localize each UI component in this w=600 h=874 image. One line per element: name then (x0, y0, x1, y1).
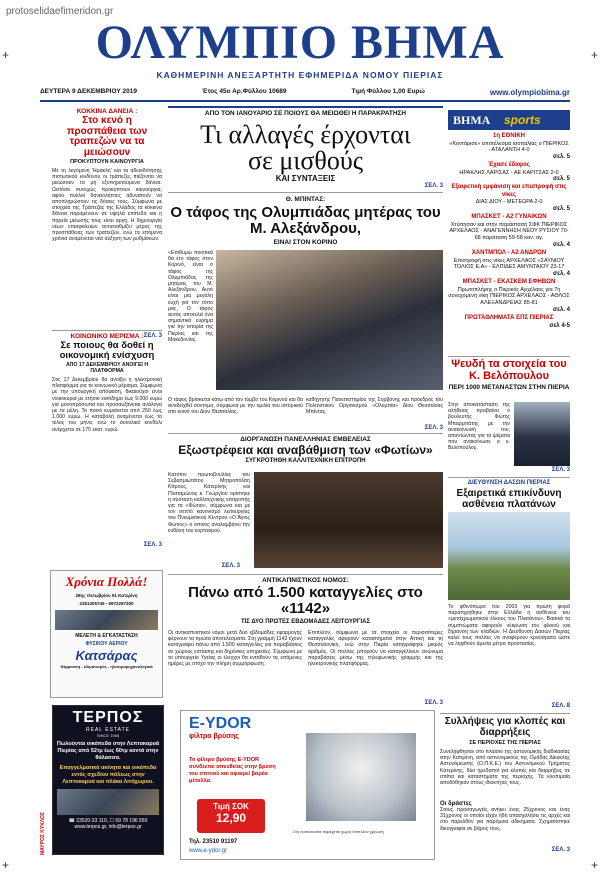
masthead (0, 18, 600, 80)
issue-number: Έτος 45ο Αρ.Φύλλου 10689 (201, 88, 287, 95)
sports-item-title: ΧΑΝΤΜΠΟΛ - Α2 ΑΝΔΡΩΝ (471, 250, 547, 257)
sports-item-page: σελ. 4 (553, 242, 570, 249)
sports-item-page: σελ. 5 (553, 176, 570, 183)
ad-brand: ΤΕΡΠΟΣ (72, 709, 144, 726)
kicker: ΑΠΟ ΤΟΝ ΙΑΝΟΥΑΡΙΟ ΣΕ ΠΟΙΟΥΣ ΘΑ ΜΕΙΩΘΕΙ Η ΠΑΡΑΚΡΑΤΗΣΗ (204, 110, 407, 117)
body-text-2: Επιπλέον, σύμφωνα με τα στοιχεία οι περισσότερες καταγγελίες αφορούν καταστήματα στην Αττική και τη Θεσσαλονίκη, ενώ στην Πιερία καταγράφηκε μικρός αριθμός. Οι πολίτες μπορούν να καταγγέλλουν ανώνυμα παραβάσεις μέσω της τηλεφωνικής γραμμής και της ηλεκτρονικής πλατφόρμας. (308, 630, 443, 668)
sports-item-title: Έχασε έδαφος (488, 162, 530, 169)
body-text-2: Στους προσαγωγείς ανήκει ένας 25χρονος και ένας 31χρονος οι οποίοι είχαν ήδη απασχολήσει τις αρχές και στο παρελθόν για παρόμοια αδικήματα. Σχηματίστηκε δικογραφία σε βάρος τους. (440, 807, 570, 832)
headline[interactable]: Τι αλλαγές έρχονται σε μισθούς (200, 120, 411, 175)
sports-item-desc: ΗΡΑΚΛΗΣ ΛΑΡΙΣΑΣ - ΑΕ ΚΑΡΙΤΣΑΣ 2-0 (459, 169, 559, 176)
sports-item-page: σελ. 5 (553, 206, 570, 213)
sports-item[interactable] (448, 315, 570, 329)
clergy-photo (254, 472, 443, 568)
ad-terpos[interactable]: ΤΕΡΠΟΣ REAL ESTATE SINCE 1986 Πωλούνται οικόπεδα στην Λεπτοκαρυά Πιερίας από 52τμ έως 60τμ κοντά στην θάλασσα. Επαγγελματικά ακίνητα και οικόπεδα εντός σχεδίου πόλεως στην Λεπτοκαρυά και πλάκα Λιτόχωρου. ☎ 23520-33 110, ☐ 69 78 196 550 www.terpos.gr, info@terpos.gr (52, 705, 164, 855)
page-ref: ΣΕΛ. 3 (424, 425, 443, 431)
crop-mark: + (590, 48, 598, 62)
sports-item[interactable] (448, 162, 570, 182)
headline[interactable]: Στο κενό η προσπάθεια των τραπεζών να τα μειώσουν (66, 115, 148, 158)
headline[interactable]: Συλλήψεις για κλοπές και διαρρήξεις (444, 716, 566, 738)
article-social-dividend (52, 333, 162, 548)
body-text: Κατόπιν πρωτοβουλίας του Σεβασμιωτάτου Μητροπολίτη Κίτρους, Κατερίνης και Πλαταμώνος κ. Γεωργίου ορίστηκε η σύσταση καλλιτεχνικής επιτροπής για τα «Φώτια», σύμφωνα και με τον σεπτό κανονισμό λειτουργίας του Πνευματικού Κέντρου «Ο Άγιος Φώτιος» ο οποίος αναλαμβάνει την ευθύνη του εορτασμού. (168, 472, 250, 534)
issue-date: ΔΕΥΤΕΡΑ 9 ΔΕΚΕΜΒΡΙΟΥ 2019 (40, 88, 137, 95)
subhead: ΑΠΟ 17 ΔΕΚΕΜΒΡΙΟΥ ΑΝΟΙΓΕΙ Η ΠΛΑΤΦΟΡΜΑ (65, 361, 149, 374)
crop-mark: + (590, 858, 598, 872)
politician-photo (514, 402, 570, 466)
article-red-loans (52, 108, 162, 339)
photo-caption-2: καθηγητής Πανεπιστημίου της Σορβόνης και πρόεδρος του Πολιτιστικού Οργανισμού «Ολυμπία» Δίου Θεσσαλίας Μπίντας. (306, 397, 443, 416)
body-text: Συνελήφθησαν στο πλαίσιο της αστυνομικής διαδικασίας στην Κατερίνη, από αστυνομικούς της Ομάδας Δίκυκλης Αστυνόμευσης (Ο.Π.Κ.Ε.) του Αστυνομικού Τμήματος Κατερίνης, δύο ημεδαποί για κλοπές και διαρρήξεις σε σπίτια και καταστήματα της περιοχής. Τα κλοπιμαία αποδόθηκαν στους ιδιοκτήτες τους. (440, 749, 570, 787)
crop-mark: + (2, 48, 10, 62)
page-ref: ΣΕΛ. 3 (551, 847, 570, 853)
sports-item[interactable] (448, 279, 570, 313)
sports-item-page: σελ. 4 (553, 307, 570, 314)
ad-brand: Κατσάρας (75, 648, 138, 663)
issue-price: Τιμή Φύλλου 1,00 Ευρώ (351, 88, 425, 95)
body-text: Με τη λεγόμενη 'Ηρακλή' και τα αδειοδότησης πιστωτικού κινδύνου οι τράπεζες πιέζονται να μειώσουν τα μη εξυπηρετούμενα δάνεια. Ωστόσο συνεχώς προκύπτουν καινούργια, αφού πολλοί δανειολήπτες αδυνατούν να αποπληρώσουν τις δόσεις τους. Σύμφωνα με στοιχεία της Τράπεζας της Ελλάδος τα κόκκινα δάνεια παραμένουν σε υψηλά επίπεδα και η πορεία μείωσής τους είναι αργή. Η δημιουργία νέων επισφαλειών αντισταθμίζει μέρος της προσπάθειας των τραπεζών, ενώ τα επόμενα χρόνια αναμένεται νέα αύξηση των ρυθμίσεων. (52, 168, 162, 243)
kicker: ΑΝΤΙΚΑΠΝΙΣΤΙΚΟΣ ΝΟΜΟΣ: (262, 577, 349, 584)
sports-item-title: Εξαιρετική εμφάνιση και επιστροφή στις νίκες (451, 184, 567, 198)
newspaper-title: ΟΛΥΜΠΙΟ ΒΗΜΑ (95, 16, 505, 69)
newspaper-subtitle: ΚΑΘΗΜΕΡΙΝΗ ΑΝΕΞΑΡΤΗΤΗ ΕΦΗΜΕΡΙΔΑ ΝΟΜΟΥ ΠΙΕΡΙΑΣ (156, 70, 444, 80)
photo-caption: Ο τάφος βρίσκεται κάτω από τον τύμβο του Κορινού και θα αναδειχθεί σύντομα, σύμφωνα με την ομιλία του ιστορικού στο κοινό του Δίου Θεσσαλίας. (168, 397, 303, 416)
subhead: ΠΡΟΚΥΠΤΟΥΝ ΚΑΙΝΟΥΡΓΙΑ (70, 159, 144, 165)
ad-photo (55, 610, 158, 630)
sports-item-title: 1η ΕΘΝΙΚΗ (492, 133, 525, 139)
body-text: Στην αποκατάσταση της αλήθειας προβαίνει ο βουλευτής Φώτης Μπαρμπάτης με την ανακοίνωσή του, απαντώντας για τα ψέματα που ανακοίνωσε ο κ. Βελόπουλος. (448, 402, 510, 452)
tomb-side-text: «Επιθυμώ ποιοτικά θα έτο τάφος στον Κορινό, είναι ο τάφος της Ολυμπιάδας της μητέρας του Μ. Αλεξάνδρου. Αυτό είναι μια μεγάλη ευχή για τον τόπο μας. Ο τάφος αυτός αποτελεί ένα σημαντικό ευρήμα για την ιστορία της Πιερίας και της Μακεδονίας. (168, 250, 213, 343)
subhead: ΚΑΙ ΣΥΝΤΑΞΕΙΣ (275, 174, 336, 183)
body-text: Οι αντικαπνιστικοί νόμοι μετά δύο εβδομάδες εφαρμογής φέρνουν τα πρώτα αποτελέσματα. Στη γραμμή 1142 έχουν καταγραφεί πάνω από 1.500 καταγγελίες για παραβιάσεις σε χώρους εστίασης και δημόσιες υπηρεσίες. Σύμφωνα με το υπουργείο Υγείας οι έλεγχοι θα ενταθούν τις επόμενες ημέρες με στόχο την πλήρη συμμόρφωση. (168, 630, 302, 668)
subhead: ΣΥΓΚΡΟΤΗΘΗ ΚΑΛΛΙΤΕΧΝΙΚΗ ΕΠΙΤΡΟΠΗ (245, 457, 366, 464)
lecture-photo (216, 250, 443, 390)
sports-banner: ΒΗΜΑ sports (448, 110, 570, 130)
site-watermark: protoselidaefimeridon.gr (6, 6, 114, 17)
sports-list (448, 133, 570, 331)
sports-item-desc: Χτύπησαν και στην παράσταση ΣΦΚ ΠΙΕΡΙΚΟΣ ΑΡΧΕΛΑΟΣ - ΑΝΑΓΕΝΝΗΣΗ ΝΕΟΥ ΡΥΣΙΟΥ 70-68 παράταση 59-58 καν. αγ. (449, 221, 569, 242)
headline[interactable]: Εξωστρέφεια και αναβάθμιση των «Φωτίων» (178, 443, 433, 457)
sports-item-desc: «Κοντάρισε» αποτέλεσμα ισοπαλίας ο ΠΙΕΡΙΚΟΣ - ΑΤΑΛΑΝΤΗ 4-0 (449, 140, 569, 154)
side-label: ΜΑΥΡΟΣ ΚΥΚΛΟΣ (40, 812, 46, 855)
sports-item-title: ΜΠΑΣΚΕΤ - Α2 ΓΥΝΑΙΚΩΝ (471, 214, 547, 221)
kicker: ΚΟΙΝΩΝΙΚΟ ΜΕΡΙΣΜΑ : (70, 333, 144, 340)
sports-item-desc: Επιστροφή στις νίκες ΑΡΧΕΛΑΟΣ «ΣΑΥΝΙΟΥ ΤΟΛΙΟΣ Ε.Α» - ΕΛΠΙΔΕΣ ΑΜΥΝΤΑΙΟΥ 23-17 (453, 257, 565, 271)
ad-katsaras[interactable]: Χρόνια Πολλά! 28ης Οκτωβρίου 51 Κατερίνη 2351305745 - 6972297300 ΜΕΛΕΤΗ & ΕΓΚΑΤΑΣΤΑΣΗ ΦΥΣΙΚΟΥ ΑΕΡΙΟΥ Κατσάρας Θέρμανση - κλιματισμός - ηλεκτρομηχανολογικά (50, 570, 163, 698)
headline[interactable]: Ψευδή τα στοιχεία του Κ. Βελόπουλου (451, 358, 567, 382)
page-ref: ΣΕΛ. 3 (551, 467, 570, 473)
faucet-photo (306, 733, 416, 821)
article-salaries (168, 110, 443, 189)
ad-photo (57, 789, 159, 815)
kicker: Θ. ΜΠΙΝΤΑΣ: (285, 196, 326, 203)
sports-item[interactable] (448, 184, 570, 212)
subhead: ΕΙΝΑΙ ΣΤΟΝ ΚΟΡΙΝΟ (273, 239, 338, 246)
crop-mark: + (2, 858, 10, 872)
sports-item[interactable] (448, 214, 570, 248)
headline[interactable]: Εξαιρετικά επικίνδυνη ασθένεια πλατάνων (456, 488, 562, 510)
kicker: ΚΟΚΚΙΝΑ ΔΑΝΕΙΑ : (76, 108, 138, 115)
website-link[interactable]: www.olympiobima.gr (489, 88, 570, 97)
page-ref: ΣΕΛ. 8 (551, 703, 570, 709)
kicker: ΔΙΕΥΘΥΝΣΗ ΔΑΣΩΝ ΠΙΕΡΙΑΣ (467, 480, 551, 486)
sports-item[interactable] (448, 250, 570, 277)
ad-headline: Χρόνια Πολλά! (65, 574, 148, 589)
page-ref: ΣΕΛ. 3 (221, 563, 240, 569)
headline[interactable]: Πάνω από 1.500 καταγγελίες στο «1142» (188, 584, 423, 617)
headline[interactable]: Σε ποιους θα δοθεί η οικονομική ενίσχυση (59, 340, 155, 361)
subhead: ΣΕ ΠΕΡΙΟΧΕΣ ΤΗΣ ΠΙΕΡΙΑΣ (469, 740, 541, 746)
body-text: Στις 17 Δεκεμβρίου θα ανοίξει η ηλεκτρονική πλατφόρμα για το κοινωνικό μέρισμα. Σύμφωνα με την υπουργική απόφαση, δικαιούχοι είναι νοικοκυριά με ετήσιο εισόδημα έως 9.000 ευρώ για μονοπρόσωπα και προσαυξάνεται ανάλογα με τα μέλη. Το ποσό κυμαίνεται από 250 έως 1.000 ευρώ. Η καταβολή αναμένεται έως το τέλος του μήνα, ενώ το συνολικό κονδύλι ανέρχεται σε 175 εκατ. ευρώ. (52, 376, 162, 433)
page-ref: ΣΕΛ. 3 (143, 333, 162, 339)
article-fotia (168, 436, 443, 464)
article-velopoulos (448, 358, 570, 391)
sports-item-page: σελ. 5 (553, 154, 570, 161)
tree-photo (448, 512, 570, 600)
ad-brand: E-YDOR (189, 715, 252, 732)
ad-eydor[interactable]: E-YDOR φίλτρο βρύσης Το φίλτρο βρύσης E-YDOR συνδέεται απευθείας στην βρύση του σπιτιού και αφαιρεί βαρέα μέταλλα. Τιμή ΣΟΚ 12,90 Τηλ. 23510 91197 www.e-ydor.gr Στη συσκευασία παρέχεται χωρίς επιπλέον χρέωση (180, 710, 435, 860)
sports-item[interactable] (448, 133, 570, 160)
body-text: Το φθινόπωρο του 2003 για πρώτη φορά παρατηρήθηκε στην Ελλάδα η ασθένεια του «μεταχρωματικού έλκους του Πλατάνου». Βασικά τα συμπτώματα αφορούν νέκρωση του φλοιού και ξήρανση των κλαδιών. Η Διεύθυνση Δασών Πιερίας καλεί τους πολίτες να αναφέρουν κρούσματα ώστε να ληφθούν άμεσα μέτρα προστασίας. (448, 604, 570, 648)
info-bar (40, 88, 570, 102)
page-ref: ΣΕΛ. 3 (424, 183, 443, 189)
sports-item-title: ΜΠΑΣΚΕΤ - ΕΚΑΣΚΕΜ ΕΦΗΒΩΝ (462, 279, 556, 286)
page-ref: ΣΕΛ. 3 (424, 700, 443, 706)
sports-item-desc: Πρωτοπλήρης ο Πιερικός Αρχέλαος για 7η συνεχόμενη νίκη ΠΙΕΡΙΚΟΣ ΑΡΧΕΛΑΟΣ - ΑΘΛΟΣ ΑΛΕΞΑΝΔΡΕΙΑΣ 85-81 (448, 286, 570, 307)
page-ref: ΣΕΛ. 3 (143, 541, 162, 548)
article-arrests (440, 716, 570, 853)
article-smoking (168, 577, 443, 625)
subhead-2: Οι δράστες (440, 801, 472, 807)
subhead: ΠΕΡΙ 1000 ΜΕΤΑΝΑΣΤΩΝ ΣΤΗΝ ΠΙΕΡΙΑ (448, 384, 570, 391)
kicker: ΔΙΟΡΓΑΝΩΣΗ ΠΑΝΕΛΛΗΝΙΑΣ ΕΜΒΕΛΕΙΑΣ (240, 436, 371, 443)
price-badge: Τιμή ΣΟΚ 12,90 (197, 799, 265, 833)
headline[interactable]: Ο τάφος της Ολυμπιάδας μητέρας του Μ. Αλεξάνδρου, (170, 204, 441, 237)
article-plane-trees (448, 480, 570, 510)
article-olympias-tomb (168, 196, 443, 246)
sports-item-title: ΠΡΩΤΑΘΛΗΜΑΤΑ ΕΠΣ ΠΙΕΡΙΑΣ (464, 315, 554, 322)
subhead: ΤΙΣ ΔΥΟ ΠΡΩΤΕΣ ΕΒΔΟΜΑΔΕΣ ΛΕΙΤΟΥΡΓΙΑΣ (240, 619, 371, 625)
sports-item-desc: ΔΙΑΣ ΔΙΟΥ - ΜΕΤΕΩΡΑ 2-0 (475, 199, 543, 206)
sports-item-page: σελ 4-5 (549, 322, 570, 329)
sports-item-page: σελ. 4 (553, 271, 570, 278)
